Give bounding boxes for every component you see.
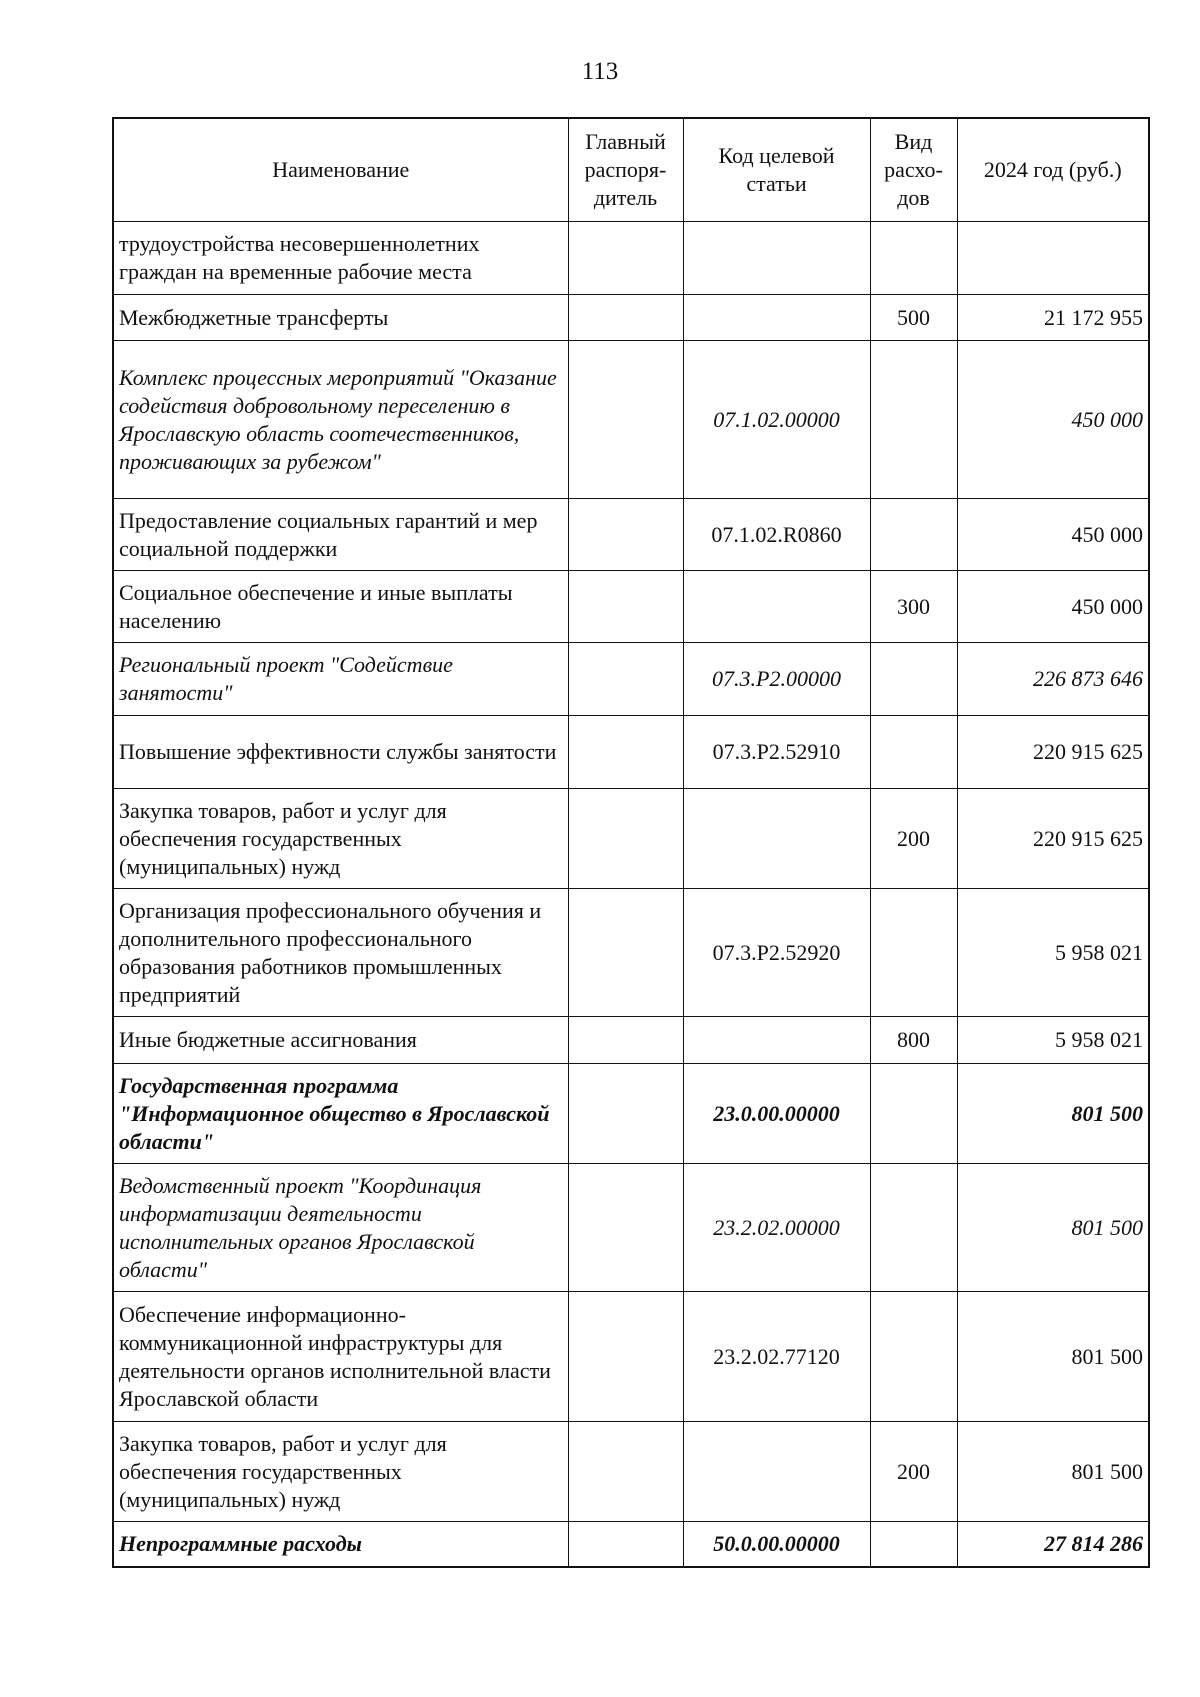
row-code xyxy=(683,222,870,295)
row-glavny xyxy=(568,1017,683,1064)
row-glavny xyxy=(568,571,683,643)
row-sum: 450 000 xyxy=(957,499,1149,571)
row-name: Межбюджетные трансферты xyxy=(113,295,568,341)
row-name: Обеспечение информационно-коммуникационной инфраструктуры для деятельности органов исполнительной власти Ярославской области xyxy=(113,1292,568,1422)
row-code xyxy=(683,295,870,341)
header-code: Код целевой статьи xyxy=(683,118,870,222)
row-sum: 450 000 xyxy=(957,571,1149,643)
row-sum: 450 000 xyxy=(957,341,1149,499)
row-glavny xyxy=(568,1292,683,1422)
row-glavny xyxy=(568,889,683,1017)
row-sum: 220 915 625 xyxy=(957,789,1149,889)
row-name: Повышение эффективности службы занятости xyxy=(113,716,568,789)
row-name: трудоустройства несовершеннолетних граждан на временные рабочие места xyxy=(113,222,568,295)
row-name: Ведомственный проект "Координация информатизации деятельности исполнительных органов Ярославской области" xyxy=(113,1164,568,1292)
row-code: 23.0.00.00000 xyxy=(683,1064,870,1164)
row-glavny xyxy=(568,295,683,341)
header-glavny: Главный распоря-дитель xyxy=(568,118,683,222)
row-glavny xyxy=(568,716,683,789)
row-vid xyxy=(870,341,957,499)
row-vid xyxy=(870,499,957,571)
table-row xyxy=(113,889,1149,1017)
row-glavny xyxy=(568,643,683,716)
row-name: Закупка товаров, работ и услуг для обеспечения государственных (муниципальных) нужд xyxy=(113,1422,568,1522)
row-glavny xyxy=(568,1164,683,1292)
row-sum: 801 500 xyxy=(957,1064,1149,1164)
row-sum: 220 915 625 xyxy=(957,716,1149,789)
row-code: 07.1.02.R0860 xyxy=(683,499,870,571)
table-row xyxy=(113,1017,1149,1064)
row-vid xyxy=(870,1164,957,1292)
row-vid xyxy=(870,889,957,1017)
row-vid: 500 xyxy=(870,295,957,341)
row-sum: 801 500 xyxy=(957,1164,1149,1292)
row-code xyxy=(683,789,870,889)
table-row xyxy=(113,1522,1149,1567)
header-sum: 2024 год (руб.) xyxy=(957,118,1149,222)
row-vid: 800 xyxy=(870,1017,957,1064)
row-glavny xyxy=(568,1064,683,1164)
table-row xyxy=(113,789,1149,889)
table-row xyxy=(113,341,1149,499)
row-code: 07.3.P2.52910 xyxy=(683,716,870,789)
row-code: 23.2.02.77120 xyxy=(683,1292,870,1422)
row-vid xyxy=(870,643,957,716)
row-code xyxy=(683,1422,870,1522)
row-glavny xyxy=(568,499,683,571)
table-header-row xyxy=(113,118,1149,222)
row-name: Непрограммные расходы xyxy=(113,1522,568,1567)
table-row xyxy=(113,716,1149,789)
row-vid: 200 xyxy=(870,1422,957,1522)
row-vid xyxy=(870,222,957,295)
row-vid xyxy=(870,1292,957,1422)
row-name: Иные бюджетные ассигнования xyxy=(113,1017,568,1064)
row-glavny xyxy=(568,1422,683,1522)
row-sum: 27 814 286 xyxy=(957,1522,1149,1567)
row-glavny xyxy=(568,341,683,499)
table-row xyxy=(113,222,1149,295)
row-name: Комплекс процессных мероприятий "Оказание содействия добровольному переселению в Ярославскую область соотечественников, проживающих за рубежом" xyxy=(113,341,568,499)
table-row xyxy=(113,1064,1149,1164)
row-name: Организация профессионального обучения и дополнительного профессионального образования работников промышленных предприятий xyxy=(113,889,568,1017)
row-vid: 200 xyxy=(870,789,957,889)
header-name: Наименование xyxy=(113,118,568,222)
row-code: 07.3.P2.00000 xyxy=(683,643,870,716)
row-code: 07.3.P2.52920 xyxy=(683,889,870,1017)
row-vid: 300 xyxy=(870,571,957,643)
row-name: Региональный проект "Содействие занятости" xyxy=(113,643,568,716)
row-sum: 801 500 xyxy=(957,1292,1149,1422)
row-vid xyxy=(870,1064,957,1164)
row-sum xyxy=(957,222,1149,295)
header-vid: Вид расхо-дов xyxy=(870,118,957,222)
table-row xyxy=(113,1164,1149,1292)
row-vid xyxy=(870,1522,957,1567)
row-sum: 801 500 xyxy=(957,1422,1149,1522)
row-name: Социальное обеспечение и иные выплаты населению xyxy=(113,571,568,643)
row-sum: 226 873 646 xyxy=(957,643,1149,716)
row-sum: 5 958 021 xyxy=(957,1017,1149,1064)
row-code xyxy=(683,571,870,643)
row-glavny xyxy=(568,1522,683,1567)
row-glavny xyxy=(568,222,683,295)
table-row xyxy=(113,1422,1149,1522)
row-sum: 21 172 955 xyxy=(957,295,1149,341)
row-sum: 5 958 021 xyxy=(957,889,1149,1017)
row-name: Предоставление социальных гарантий и мер социальной поддержки xyxy=(113,499,568,571)
row-name: Закупка товаров, работ и услуг для обеспечения государственных (муниципальных) нужд xyxy=(113,789,568,889)
budget-table xyxy=(112,117,1150,1568)
page-number: 113 xyxy=(581,58,619,85)
table-row xyxy=(113,643,1149,716)
table-row xyxy=(113,295,1149,341)
row-name: Государственная программа "Информационное общество в Ярославской области" xyxy=(113,1064,568,1164)
row-code: 07.1.02.00000 xyxy=(683,341,870,499)
table-row xyxy=(113,1292,1149,1422)
row-vid xyxy=(870,716,957,789)
row-code xyxy=(683,1017,870,1064)
row-code: 50.0.00.00000 xyxy=(683,1522,870,1567)
row-glavny xyxy=(568,789,683,889)
table-row xyxy=(113,499,1149,571)
row-code: 23.2.02.00000 xyxy=(683,1164,870,1292)
table-row xyxy=(113,571,1149,643)
